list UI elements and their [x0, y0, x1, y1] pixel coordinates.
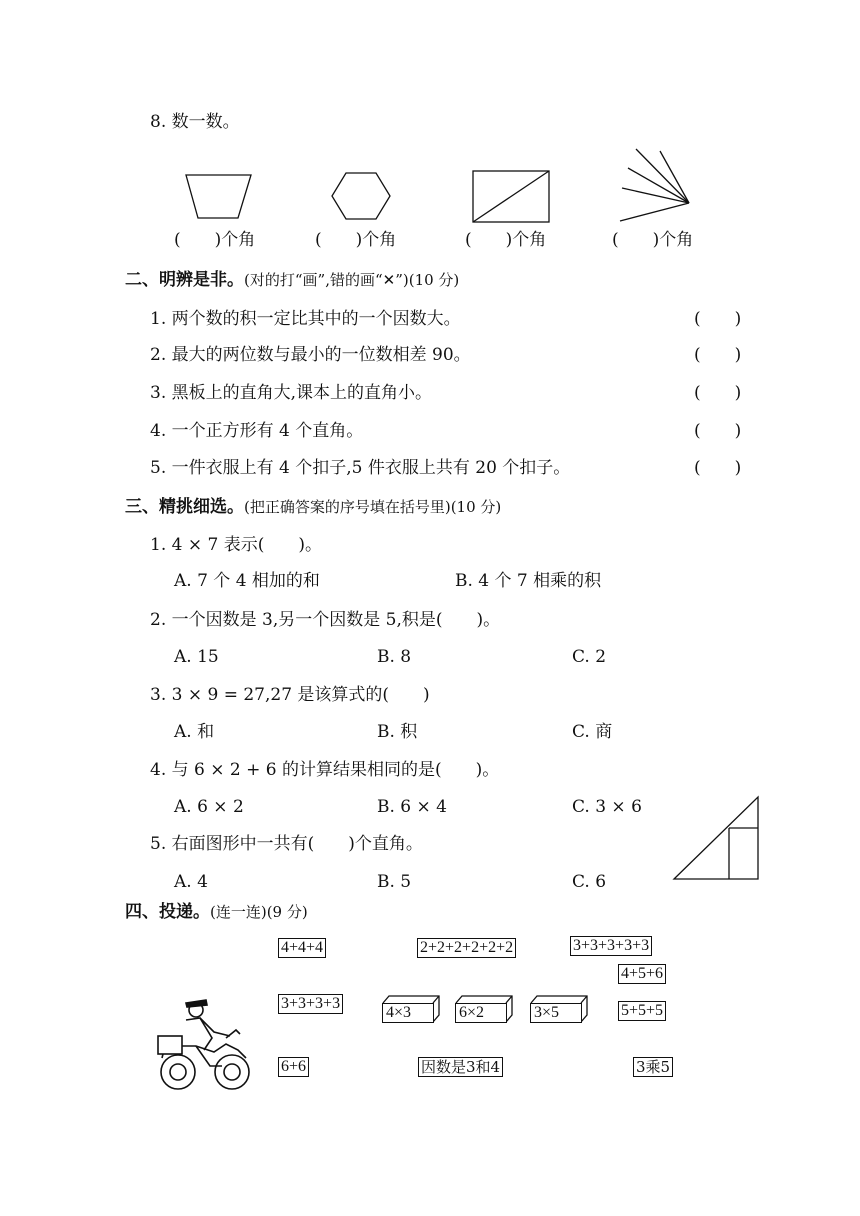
package-cube-4x3[interactable]: [382, 995, 440, 1023]
sec3-q4-option-b: B. 6 × 4: [377, 797, 447, 817]
sec3-q3: 3. 3 × 9 = 27,27 是该算式的( ): [150, 685, 430, 705]
rectangle-diagonal: [473, 171, 549, 222]
sec4-heading: [125, 902, 308, 922]
sec3-q4-option-c: C. 3 × 6: [572, 797, 642, 817]
q8-answer-4[interactable]: ( )个角: [612, 230, 694, 250]
match-box-3-times-5[interactable]: 3乘5: [633, 1057, 673, 1077]
sec3-q2-option-a: A. 15: [174, 647, 219, 667]
sec4-title: 四、投递。: [125, 902, 210, 922]
package-label: 6×2: [455, 1003, 507, 1023]
trapezoid-shape: [186, 175, 251, 218]
package-cube-6x2[interactable]: [455, 995, 513, 1023]
sec3-q2: 2. 一个因数是 3,另一个因数是 5,积是( )。: [150, 610, 501, 630]
match-box-3x5-sum[interactable]: 3+3+3+3+3: [570, 936, 652, 956]
match-box-2x6[interactable]: 2+2+2+2+2+2: [417, 938, 516, 958]
sec3-q3-option-a: A. 和: [174, 722, 215, 742]
angle-rays-shape: [620, 149, 689, 221]
sec2-blank-3[interactable]: ( ): [694, 383, 742, 403]
sec3-heading: [125, 497, 501, 517]
sec3-q5: 5. 右面图形中一共有( )个直角。: [150, 834, 423, 854]
right-angle-figure: [674, 797, 758, 879]
sec2-item-1: 1. 两个数的积一定比其中的一个因数大。: [150, 309, 461, 329]
package-cube-3x5[interactable]: [530, 995, 588, 1023]
sec3-note: (把正确答案的序号填在括号里)(10 分): [244, 498, 502, 516]
match-box-4-5-6[interactable]: 4+5+6: [618, 964, 666, 984]
sec2-title: 二、明辨是非。: [125, 270, 244, 290]
sec3-q4: 4. 与 6 × 2 + 6 的计算结果相同的是( )。: [150, 760, 500, 780]
sec2-note: (对的打“画”,错的画“✕”)(10 分): [244, 271, 460, 289]
sec2-item-5: 5. 一件衣服上有 4 个扣子,5 件衣服上共有 20 个扣子。: [150, 458, 571, 478]
sec2-heading: [125, 270, 459, 290]
sec3-q3-option-c: C. 商: [572, 722, 613, 742]
package-label: 4×3: [382, 1003, 434, 1023]
q8-title: 8. 数一数。: [150, 112, 240, 132]
sec3-title: 三、精挑细选。: [125, 497, 244, 517]
sec3-q2-option-b: B. 8: [377, 647, 412, 667]
match-box-factors-3-4[interactable]: 因数是3和4: [418, 1057, 503, 1077]
sec2-blank-4[interactable]: ( ): [694, 421, 742, 441]
sec2-blank-5[interactable]: ( ): [694, 458, 742, 478]
sec2-blank-1[interactable]: ( ): [694, 309, 742, 329]
match-box-4-4-4[interactable]: 4+4+4: [278, 938, 326, 958]
sec2-item-3: 3. 黑板上的直角大,课本上的直角小。: [150, 383, 433, 403]
sec3-q3-option-b: B. 积: [377, 722, 418, 742]
hexagon-shape: [332, 173, 390, 219]
courier-motorcycle-icon: [158, 1000, 249, 1089]
sec3-q1: 1. 4 × 7 表示( )。: [150, 535, 322, 555]
sec3-q2-option-c: C. 2: [572, 647, 607, 667]
sec2-item-4: 4. 一个正方形有 4 个直角。: [150, 421, 364, 441]
match-box-3x4-sum[interactable]: 3+3+3+3: [278, 994, 343, 1014]
match-box-6-6[interactable]: 6+6: [278, 1057, 309, 1077]
sec3-q1-option-a: A. 7 个 4 相加的和: [174, 571, 320, 591]
sec2-blank-2[interactable]: ( ): [694, 345, 742, 365]
package-label: 3×5: [530, 1003, 582, 1023]
sec3-q5-option-b: B. 5: [377, 872, 412, 892]
sec3-q5-option-a: A. 4: [174, 872, 208, 892]
sec3-q4-option-a: A. 6 × 2: [174, 797, 244, 817]
q8-answer-1[interactable]: ( )个角: [174, 230, 256, 250]
match-box-5-5-5[interactable]: 5+5+5: [618, 1001, 666, 1021]
q8-answer-2[interactable]: ( )个角: [315, 230, 397, 250]
q8-answer-3[interactable]: ( )个角: [465, 230, 547, 250]
sec4-note: (连一连)(9 分): [210, 903, 308, 921]
sec3-q1-option-b: B. 4 个 7 相乘的积: [455, 571, 602, 591]
sec3-q5-option-c: C. 6: [572, 872, 607, 892]
sec2-item-2: 2. 最大的两位数与最小的一位数相差 90。: [150, 345, 471, 365]
